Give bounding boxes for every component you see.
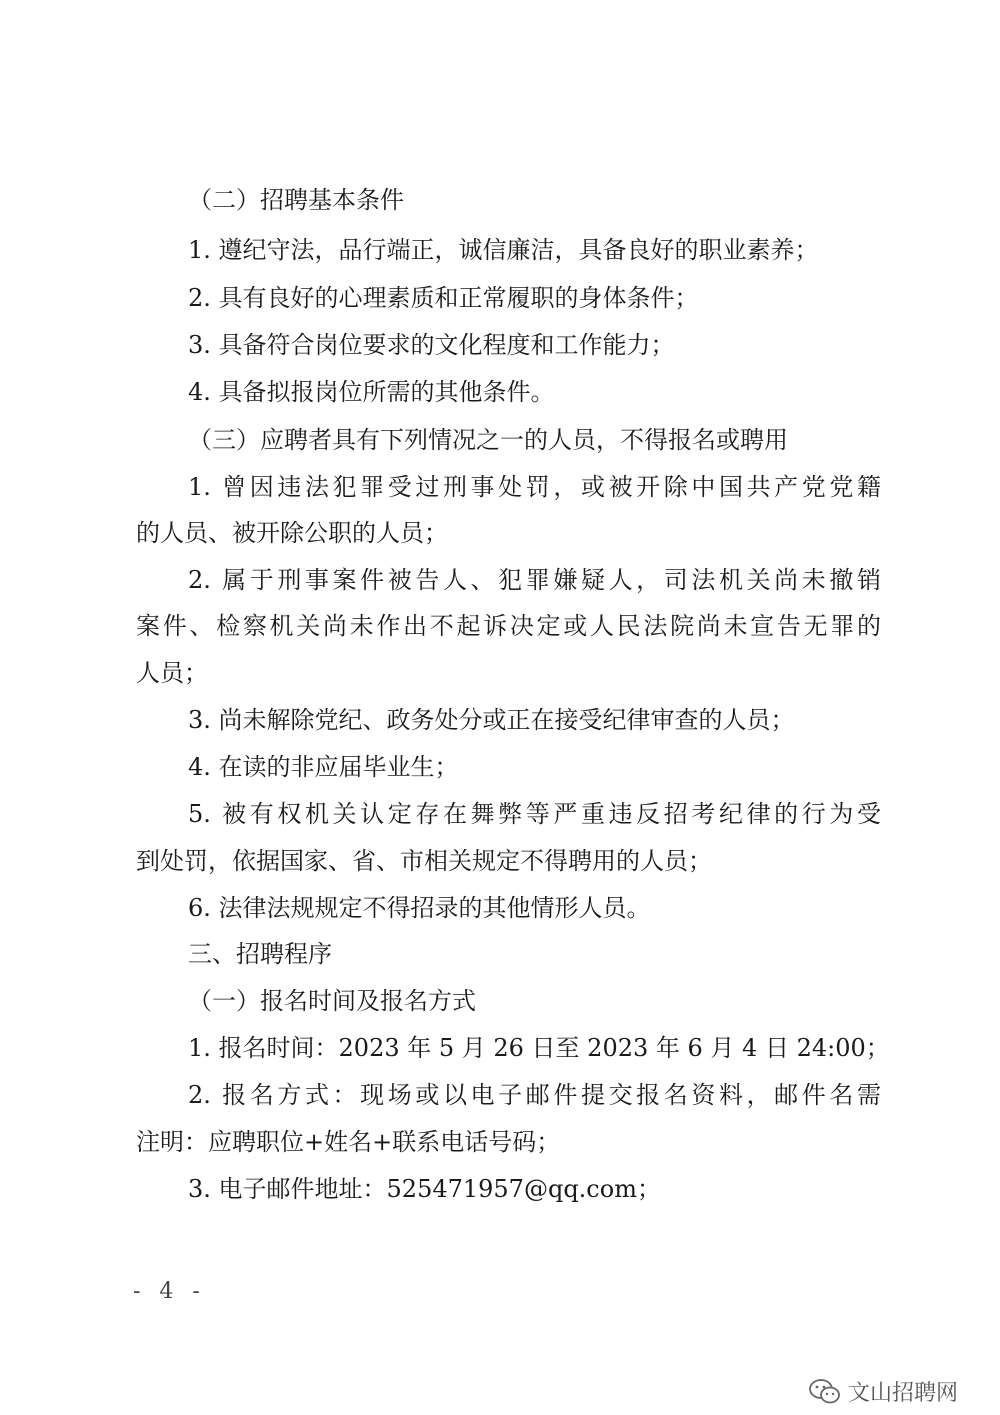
exclusion-item-1-line-2: 的人员、被开除公职的人员； xyxy=(136,519,448,547)
watermark-text: 文山招聘网 xyxy=(848,1381,959,1406)
registration-method-line-2: 注明：应聘职位+姓名+联系电话号码； xyxy=(136,1128,561,1156)
condition-item-2: 2. 具有良好的心理素质和正常履职的身体条件； xyxy=(188,284,699,312)
section-heading-registration: （一）报名时间及报名方式 xyxy=(188,987,476,1015)
exclusion-item-2-line-3: 人员； xyxy=(136,659,208,687)
watermark xyxy=(808,1376,958,1407)
condition-item-3: 3. 具备符合岗位要求的文化程度和工作能力； xyxy=(188,331,675,359)
registration-method-line-1: 2. 报名方式：现场或以电子邮件提交报名资料，邮件名需 xyxy=(188,1081,881,1109)
section-heading-basic-conditions: （二）招聘基本条件 xyxy=(188,186,404,214)
chapter-heading-procedure: 三、招聘程序 xyxy=(188,940,332,968)
condition-item-4: 4. 具备拟报岗位所需的其他条件。 xyxy=(188,378,555,406)
exclusion-item-6: 6. 法律法规规定不得招录的其他情形人员。 xyxy=(188,894,651,922)
exclusion-item-5-line-1: 5. 被有权机关认定存在舞弊等严重违反招考纪律的行为受 xyxy=(188,800,881,828)
condition-item-1: 1. 遵纪守法，品行端正，诚信廉洁，具备良好的职业素养； xyxy=(188,236,819,264)
exclusion-item-1-line-1: 1. 曾因违法犯罪受过刑事处罚，或被开除中国共产党党籍 xyxy=(188,473,881,501)
section-heading-exclusions: （三）应聘者具有下列情况之一的人员，不得报名或聘用 xyxy=(188,426,788,454)
exclusion-item-4: 4. 在读的非应届毕业生； xyxy=(188,753,459,781)
registration-time: 1. 报名时间：2023 年 5 月 26 日至 2023 年 6 月 4 日 24:00； xyxy=(188,1034,890,1062)
wechat-icon xyxy=(808,1377,842,1407)
exclusion-item-5-line-2: 到处罚，依据国家、省、市相关规定不得聘用的人员； xyxy=(136,847,712,875)
exclusion-item-2-line-1: 2. 属于刑事案件被告人、犯罪嫌疑人，司法机关尚未撤销 xyxy=(188,566,881,594)
email-address: 3. 电子邮件地址：525471957@qq.com； xyxy=(188,1175,661,1203)
exclusion-item-3: 3. 尚未解除党纪、政务处分或正在接受纪律审查的人员； xyxy=(188,706,795,734)
exclusion-item-2-line-2: 案件、检察机关尚未作出不起诉决定或人民法院尚未宣告无罪的 xyxy=(136,612,881,640)
page-number: - 4 - xyxy=(133,1279,206,1304)
